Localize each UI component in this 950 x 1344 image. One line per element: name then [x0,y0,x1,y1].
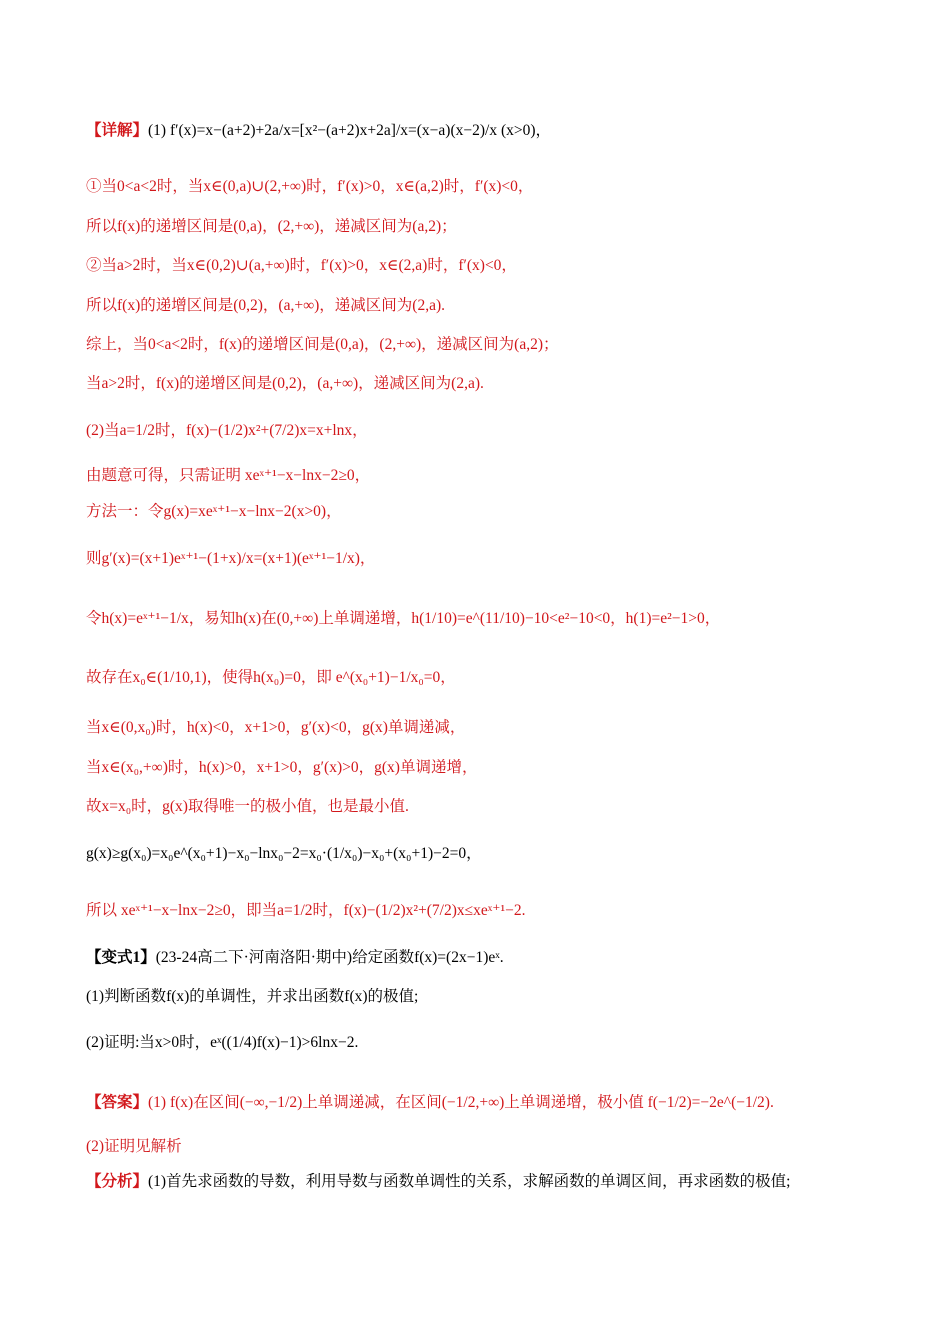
line-text: 当a>2时，f(x)的递增区间是(0,2)，(a,+∞)，递减区间为(2,a). [86,375,484,392]
line-text: (23-24高二下·河南洛阳·期中)给定函数f(x)=(2x−1)eˣ. [155,949,504,966]
text-line-8 [86,420,910,442]
text-line-21 [86,1032,910,1054]
text-line-12 [86,608,910,630]
line-text: 所以 xeˣ⁺¹−x−lnx−2≥0，即当a=1/2时，f(x)−(1/2)x²+(7/2)x≤xeˣ⁺¹−2. [86,902,526,919]
line-text: 综上，当0<a<2时，f(x)的递增区间是(0,a)，(2,+∞)，递减区间为(a,2)； [86,336,559,353]
line-text: (2)证明:当x>0时，eˣ((1/4)f(x)−1)>6lnx−2. [86,1034,359,1051]
text-line-18 [86,900,910,922]
text-line-3 [86,216,910,238]
text-line-17 [86,843,910,865]
line-text: (2)当a=1/2时，f(x)−(1/2)x²+(7/2)x=x+lnx， [86,422,368,439]
text-line-7 [86,373,910,395]
text-line-20 [86,986,910,1008]
line-text: g(x)≥g(x₀)=x₀e^(x₀+1)−x₀−lnx₀−2=x₀·(1/x₀)−x₀+(x₀+1)−2=0， [86,845,482,862]
line-text: 则g′(x)=(x+1)eˣ⁺¹−(1+x)/x=(x+1)(eˣ⁺¹−1/x)， [86,550,376,567]
line-text: (1) f′(x)=x−(a+2)+2a/x=[x²−(a+2)x+2a]/x=(x−a)(x−2)/x (x>0)， [148,122,552,139]
text-line-4 [86,255,910,277]
line-text: 故存在x₀∈(1/10,1)，使得h(x₀)=0，即 e^(x₀+1)−1/x₀=0， [86,669,456,686]
section-tag: 【答案】 [86,1094,149,1111]
text-line-15 [86,757,910,779]
line-text: 由题意可得，只需证明 xeˣ⁺¹−x−lnx−2≥0， [86,467,371,484]
line-text: 当x∈(0,x₀)时，h(x)<0，x+1>0，g′(x)<0，g(x)单调递减， [86,719,466,736]
text-line-24 [86,1171,910,1193]
text-line-9 [86,465,910,487]
section-tag: 【分析】 [86,1173,149,1190]
section-tag: 【变式1】 [86,949,156,966]
line-text: 故x=x₀时，g(x)取得唯一的极小值，也是最小值. [86,798,409,815]
line-text: 当x∈(x₀,+∞)时，h(x)>0，x+1>0，g′(x)>0，g(x)单调递增， [86,759,478,776]
text-line-1 [86,120,910,142]
line-text: 令h(x)=eˣ⁺¹−1/x，易知h(x)在(0,+∞)上单调递增，h(1/10)=e^(11/10)−10<e²−10<0，h(1)=e²−1>0， [86,610,721,627]
line-text: (1) f(x)在区间(−∞,−1/2)上单调递减，在区间(−1/2,+∞)上单调递增，极小值 f(−1/2)=−2e^(−1/2). [148,1094,774,1111]
text-line-19 [86,947,910,969]
line-text: (1)首先求函数的导数，利用导数与函数单调性的关系，求解函数的单调区间，再求函数的极值; [148,1173,791,1190]
text-line-23 [86,1136,910,1158]
text-line-10 [86,501,910,523]
section-tag: 【详解】 [86,122,149,139]
line-text: ②当a>2时，当x∈(0,2)∪(a,+∞)时，f′(x)>0，x∈(2,a)时，f′(x)<0， [86,257,517,274]
text-line-22 [86,1092,910,1114]
text-line-11 [86,548,910,570]
line-text: (1)判断函数f(x)的单调性，并求出函数f(x)的极值; [86,988,419,1005]
line-text: 所以f(x)的递增区间是(0,2)，(a,+∞)，递减区间为(2,a). [86,297,446,314]
text-line-2 [86,176,910,198]
line-text: 所以f(x)的递增区间是(0,a)，(2,+∞)，递减区间为(a,2)； [86,218,457,235]
text-line-14 [86,717,910,739]
text-line-5 [86,295,910,317]
text-line-16 [86,796,910,818]
text-line-6 [86,334,910,356]
line-text: (2)证明见解析 [86,1138,182,1155]
line-text: 方法一：令g(x)=xeˣ⁺¹−x−lnx−2(x>0)， [86,503,342,520]
line-text: ①当0<a<2时，当x∈(0,a)∪(2,+∞)时，f′(x)>0，x∈(a,2)时，f′(x)<0， [86,178,534,195]
text-line-13 [86,667,910,689]
